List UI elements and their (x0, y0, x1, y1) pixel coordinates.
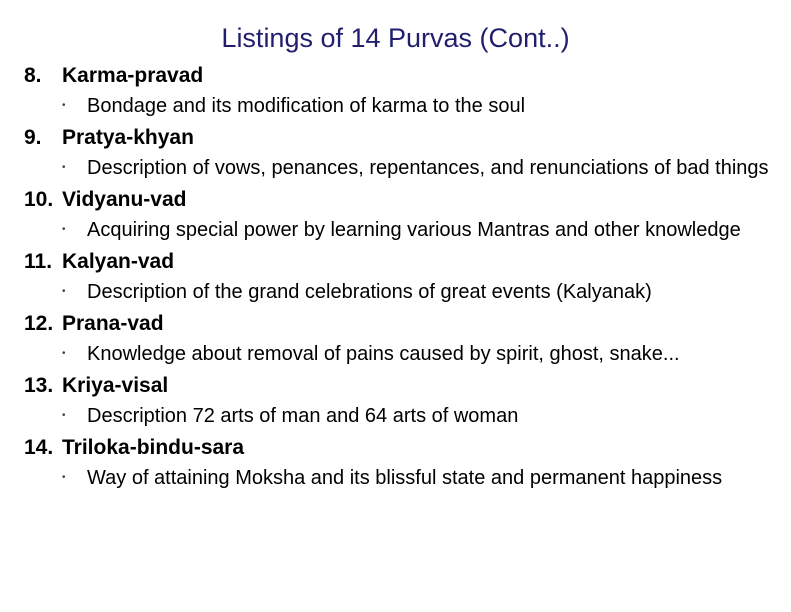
item-description: Description of vows, penances, repentances, and renunciations of bad things (87, 157, 769, 179)
bullet-icon: • (62, 162, 66, 173)
bullet-icon: • (62, 286, 66, 297)
item-number: 11. (24, 250, 53, 273)
list-item (24, 122, 774, 184)
item-number: 13. (24, 374, 54, 397)
list-item (24, 432, 774, 494)
item-number: 8. (24, 64, 42, 87)
item-description: Way of attaining Moksha and its blissful state and permanent happiness (87, 467, 723, 489)
item-name: Pratya-khyan (62, 126, 194, 149)
bullet-icon: • (62, 348, 66, 359)
bullet-icon: • (62, 100, 66, 111)
list-item (24, 60, 774, 122)
bullet-icon: • (62, 224, 66, 235)
item-name: Vidyanu-vad (62, 188, 187, 211)
item-description: Knowledge about removal of pains caused by spirit, ghost, snake... (87, 343, 680, 365)
item-number: 14. (24, 436, 54, 459)
item-number: 12. (24, 312, 54, 335)
item-name: Prana-vad (62, 312, 164, 335)
list-item (24, 370, 774, 432)
item-name: Kalyan-vad (62, 250, 175, 273)
list-item (24, 308, 774, 370)
slide-title: Listings of 14 Purvas (Cont..) (221, 23, 570, 53)
item-description: Description of the grand celebrations of great events (Kalyanak) (87, 281, 652, 303)
bullet-icon: • (62, 472, 66, 483)
list-item (24, 246, 774, 308)
item-number: 10. (24, 188, 54, 211)
item-name: Kriya-visal (62, 374, 169, 397)
item-description: Description 72 arts of man and 64 arts of woman (87, 405, 519, 427)
item-name: Triloka-bindu-sara (62, 436, 245, 459)
item-number: 9. (24, 126, 42, 149)
list-item (24, 184, 774, 246)
item-name: Karma-pravad (62, 64, 204, 87)
bullet-icon: • (62, 410, 66, 421)
item-description: Acquiring special power by learning various Mantras and other knowledge (87, 219, 741, 241)
purva-list (24, 60, 774, 494)
item-description: Bondage and its modification of karma to the soul (87, 95, 526, 117)
